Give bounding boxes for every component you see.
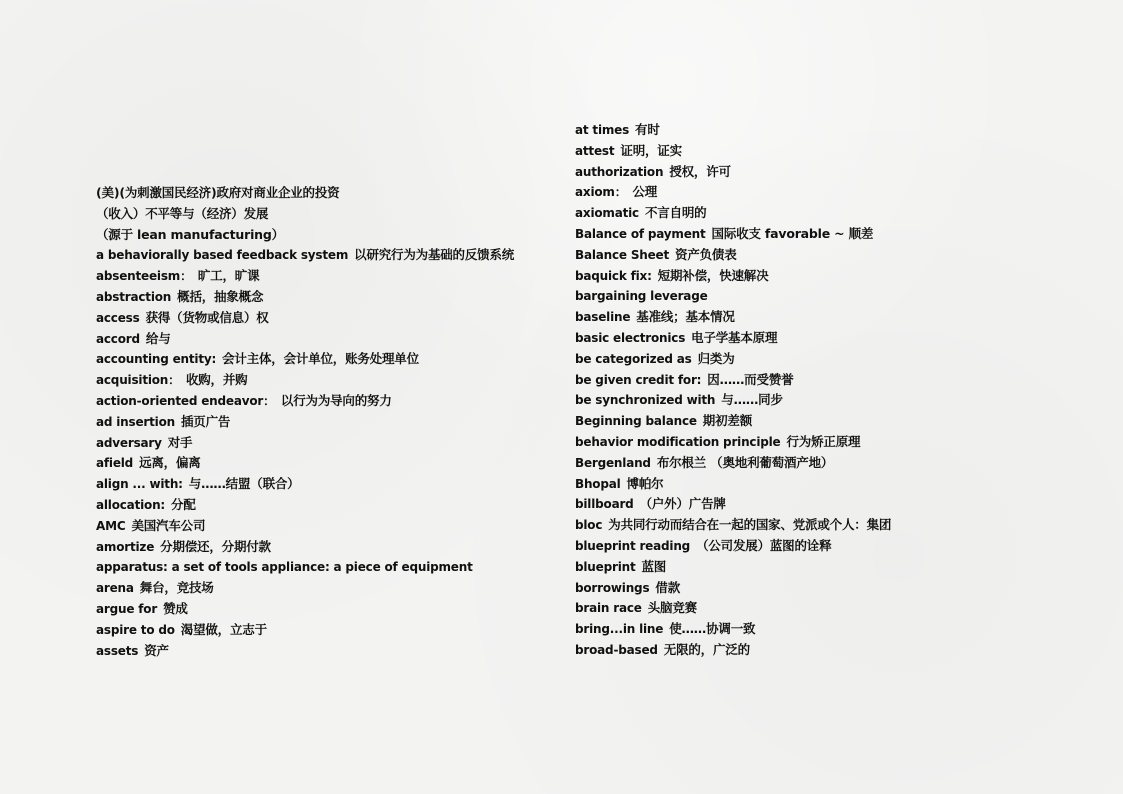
entry-term: abstraction (96, 289, 172, 304)
glossary-entry (96, 474, 556, 495)
entry-term: Bhopal (575, 476, 621, 491)
glossary-entry (575, 390, 1075, 411)
glossary-entry (96, 557, 556, 578)
glossary-entry (96, 516, 556, 537)
entry-term: ad insertion (96, 414, 175, 429)
glossary-entry (575, 578, 1075, 599)
glossary-entry (96, 329, 556, 350)
glossary-entry (575, 182, 1075, 203)
glossary-entry (575, 120, 1075, 141)
entry-meaning: 旷工，旷课 (197, 268, 260, 284)
entry-meaning: 资产负债表 (675, 246, 737, 262)
entry-term: broad-based (575, 642, 658, 657)
entry-meaning: 以行为为导向的努力 (280, 392, 392, 408)
entry-meaning: （收入）不平等与（经济）发展 (96, 205, 269, 221)
entry-meaning: 期初差额 (702, 413, 752, 429)
glossary-entry (575, 598, 1075, 619)
glossary-entry (575, 328, 1075, 349)
entry-term: Balance of payment (575, 226, 706, 241)
entry-meaning: 美国汽车公司 (131, 517, 206, 533)
entry-meaning: 基准线；基本情况 (636, 309, 735, 325)
entry-term: be synchronized with (575, 393, 716, 408)
entry-meaning: 获得（货物或信息）权 (145, 309, 269, 325)
entry-term: borrowings (575, 580, 650, 595)
entry-meaning: 借款 (655, 579, 680, 595)
entry-meaning: 布尔根兰 （奥地利葡萄酒产地） (656, 454, 834, 470)
glossary-entry (96, 599, 556, 620)
glossary-entry (96, 620, 556, 641)
entry-meaning: （源于 lean manufacturing） (96, 226, 284, 242)
entry-meaning: 不言自明的 (644, 205, 707, 221)
entry-meaning: 赞成 (163, 600, 188, 616)
glossary-entry (575, 349, 1075, 370)
glossary-entry (575, 640, 1075, 661)
entry-meaning: 公理 (632, 184, 658, 200)
entry-term: bloc (575, 518, 603, 533)
entry-meaning: 对手 (167, 434, 193, 450)
entry-term: AMC (96, 518, 126, 533)
entry-term: blueprint (575, 559, 636, 574)
glossary-column-left (96, 183, 556, 661)
entry-term: absenteeism： (96, 269, 192, 284)
glossary-entry (575, 370, 1075, 391)
entry-term: baseline (575, 310, 631, 325)
glossary-entry (96, 412, 556, 433)
glossary-entry (96, 287, 556, 308)
entry-meaning: 短期补偿，快速解决 (657, 267, 769, 283)
entry-meaning: 与……同步 (721, 392, 783, 408)
entry-term: billboard (575, 497, 634, 512)
entry-term: baquick fix: (575, 268, 652, 283)
glossary-entry (575, 494, 1075, 515)
entry-term: accord (96, 331, 140, 346)
glossary-entry (96, 370, 556, 391)
entry-term: accounting entity: (96, 352, 217, 367)
entry-term: acquisition： (96, 373, 180, 388)
entry-meaning: 资产 (144, 642, 169, 658)
entry-meaning: 蓝图 (641, 558, 667, 574)
entry-term: at times (575, 123, 630, 137)
entry-meaning: 无限的，广泛的 (663, 641, 750, 657)
glossary-entry (575, 162, 1075, 183)
entry-term: assets (96, 643, 139, 658)
glossary-entry (575, 515, 1075, 536)
glossary-entry (575, 411, 1075, 432)
entry-term: Balance Sheet (575, 247, 670, 262)
glossary-entry (96, 578, 556, 599)
entry-meaning: 舞台，竞技场 (139, 580, 214, 596)
glossary-entry (575, 203, 1075, 224)
entry-meaning: 授权，许可 (669, 163, 731, 179)
entry-term: brain race (575, 601, 642, 616)
glossary-entry (575, 224, 1075, 245)
entry-term: aspire to do (96, 622, 175, 637)
glossary-entry (575, 245, 1075, 266)
entry-term: bring...in line (575, 622, 664, 637)
entry-meaning: 分期偿还，分期付款 (160, 538, 271, 554)
entry-term: apparatus: a set of tools appliance: a piece of equipment (96, 560, 473, 575)
entry-term: arena (96, 581, 134, 596)
entry-meaning: 以研究行为为基础的反馈系统 (354, 247, 515, 263)
entry-meaning: 博帕尔 (626, 475, 664, 491)
entry-meaning: 电子学基本原理 (691, 329, 778, 345)
entry-term: basic electronics (575, 330, 686, 345)
entry-term: be given credit for: (575, 372, 702, 387)
entry-term: align ... with: (96, 477, 183, 492)
entry-term: blueprint reading (575, 538, 691, 553)
entry-meaning: 为共同行动而结合在一起的国家、党派或个人：集团 (608, 517, 892, 533)
entry-term: amortize (96, 539, 155, 554)
glossary-entry (575, 307, 1075, 328)
entry-meaning: 使……协调一致 (669, 621, 756, 637)
entry-meaning: 分配 (171, 496, 196, 512)
entry-term: bargaining leverage (575, 289, 708, 304)
entry-term: axiom： (575, 185, 627, 200)
entry-meaning: 归类为 (697, 350, 735, 366)
entry-term: action-oriented endeavor： (96, 393, 275, 408)
entry-term: Beginning balance (575, 414, 697, 429)
glossary-entry (96, 433, 556, 454)
entry-term: behavior modification principle (575, 434, 781, 449)
glossary-entry (96, 308, 556, 329)
glossary-entry (96, 495, 556, 516)
entry-meaning: 行为矫正原理 (786, 433, 861, 449)
glossary-entry (575, 536, 1075, 557)
glossary-entry (575, 432, 1075, 453)
glossary-entry (96, 453, 556, 474)
glossary-entry (96, 183, 556, 204)
entry-meaning: 远离，偏离 (139, 455, 201, 471)
glossary-entry (96, 537, 556, 558)
entry-meaning: 概括，抽象概念 (177, 288, 264, 304)
glossary-entry (96, 245, 556, 266)
entry-term: axiomatic (575, 206, 639, 221)
entry-meaning: 头脑竞赛 (647, 600, 697, 616)
glossary-entry (575, 557, 1075, 578)
entry-term: allocation: (96, 497, 166, 512)
glossary-entry (575, 474, 1075, 495)
entry-meaning: （户外）广告牌 (639, 496, 726, 512)
glossary-entry (575, 141, 1075, 162)
entry-term: a behaviorally based feedback system (96, 248, 349, 263)
entry-term: attest (575, 143, 615, 158)
glossary-column-right (575, 120, 1075, 661)
entry-meaning: 给与 (145, 330, 171, 346)
entry-meaning: 国际收支 favorable ~ 顺差 (711, 225, 874, 241)
entry-term: adversary (96, 435, 162, 450)
entry-term: authorization (575, 164, 664, 179)
glossary-entry (96, 204, 556, 225)
glossary-entry (575, 286, 1075, 307)
entry-term: access (96, 310, 140, 325)
entry-meaning: 收购，并购 (185, 372, 248, 388)
entry-meaning: （公司发展）蓝图的诠释 (696, 537, 832, 553)
entry-meaning: 会计主体，会计单位，账务处理单位 (222, 351, 419, 367)
entry-term: be categorized as (575, 351, 692, 366)
glossary-entry (575, 619, 1075, 640)
entry-meaning: 因……而受赞誉 (707, 371, 794, 387)
entry-meaning: 有时 (635, 122, 660, 137)
glossary-entry (96, 641, 556, 662)
entry-term: Bergenland (575, 455, 651, 470)
glossary-entry (96, 225, 556, 246)
entry-meaning: 证明，证实 (620, 142, 682, 158)
entry-term: argue for (96, 601, 158, 616)
entry-meaning: (美)(为刺激国民经济)政府对商业企业的投资 (96, 185, 340, 200)
entry-meaning: 插页广告 (180, 413, 231, 429)
glossary-entry (575, 266, 1075, 287)
entry-meaning: 与……结盟（联合） (188, 476, 300, 492)
entry-term: afield (96, 456, 134, 471)
glossary-entry (575, 453, 1075, 474)
glossary-entry (96, 266, 556, 287)
entry-meaning: 渴望做，立志于 (180, 621, 267, 637)
glossary-entry (96, 349, 556, 370)
glossary-entry (96, 391, 556, 412)
